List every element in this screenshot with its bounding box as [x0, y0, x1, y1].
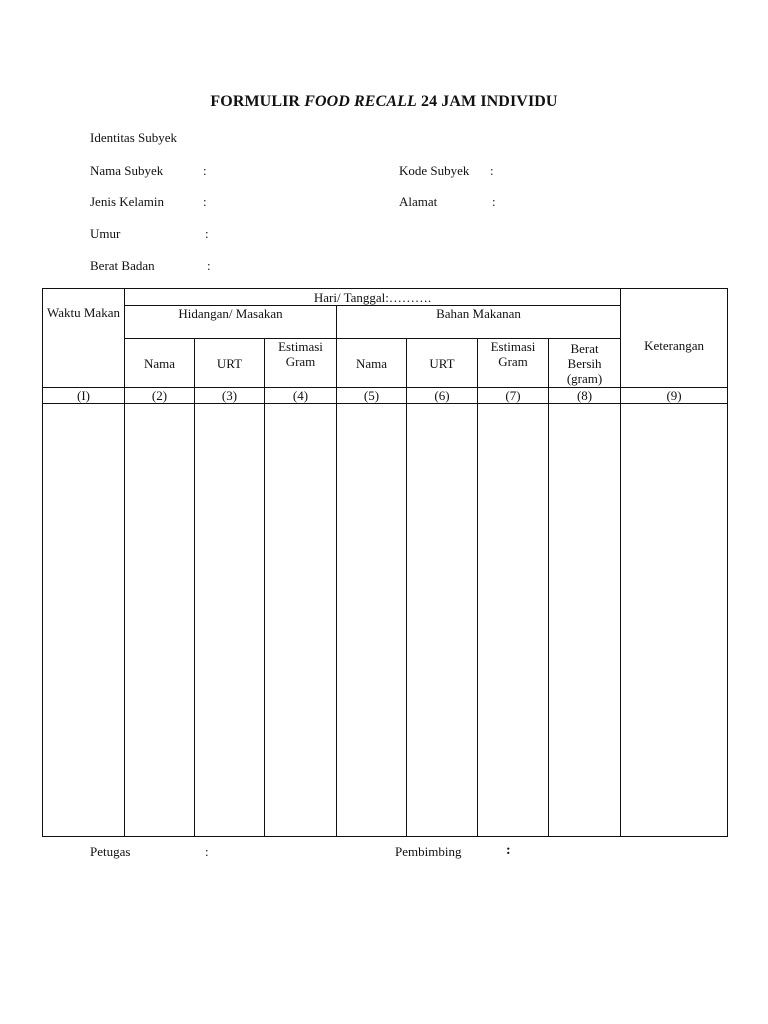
column-number: (7) [478, 388, 549, 404]
identity-heading: Identitas Subyek [90, 130, 178, 145]
entry-cell-hidangan-gram[interactable] [265, 404, 337, 837]
subheader-berat-bersih: Berat Bersih (gram) [549, 339, 621, 388]
header-waktu-makan: Waktu Makan [43, 289, 125, 388]
column-number: (I) [43, 388, 125, 404]
entry-cell-bahan-gram[interactable] [478, 404, 549, 837]
column-number: (8) [549, 388, 621, 404]
column-number: (4) [265, 388, 337, 404]
form-title: FORMULIR FOOD RECALL 24 JAM INDIVIDU [210, 93, 558, 110]
label-umur: Umur [90, 226, 121, 241]
entry-cell-hidangan-urt[interactable] [195, 404, 265, 837]
food-recall-table [42, 288, 728, 837]
colon-petugas: : [205, 844, 209, 859]
entry-cell-waktu[interactable] [43, 404, 125, 837]
colon-alamat: : [492, 194, 496, 209]
subheader-estimasi-gram-hidangan: Estimasi Gram [265, 339, 337, 388]
subheader-urt-hidangan: URT [195, 339, 265, 388]
table-body-row [43, 404, 728, 837]
colon-umur: : [205, 226, 209, 241]
header-hidangan-masakan: Hidangan/ Masakan [125, 306, 337, 339]
colon-kode-subyek: : [490, 163, 494, 178]
column-number: (3) [195, 388, 265, 404]
column-number: (2) [125, 388, 195, 404]
colon-berat-badan: : [207, 258, 211, 273]
entry-cell-hidangan-nama[interactable] [125, 404, 195, 837]
column-number: (6) [407, 388, 478, 404]
label-pembimbing: Pembimbing [395, 844, 462, 859]
subheader-nama-hidangan: Nama [125, 339, 195, 388]
entry-cell-berat-bersih[interactable] [549, 404, 621, 837]
label-kode-subyek: Kode Subyek [399, 163, 470, 178]
subheader-estimasi-gram-bahan: Estimasi Gram [478, 339, 549, 388]
colon-pembimbing: : [506, 843, 511, 858]
header-bahan-makanan: Bahan Makanan [337, 306, 621, 339]
column-number: (5) [337, 388, 407, 404]
column-number: (9) [621, 388, 728, 404]
colon-jenis-kelamin: : [203, 194, 207, 209]
label-nama-subyek: Nama Subyek [90, 163, 164, 178]
header-keterangan: Keterangan [621, 289, 728, 388]
label-berat-badan: Berat Badan [90, 258, 155, 273]
label-jenis-kelamin: Jenis Kelamin [90, 194, 165, 209]
entry-cell-keterangan[interactable] [621, 404, 728, 837]
header-hari-tanggal: Hari/ Tanggal:………. [125, 289, 621, 306]
subheader-nama-bahan: Nama [337, 339, 407, 388]
label-alamat: Alamat [399, 194, 438, 209]
label-petugas: Petugas [90, 844, 131, 859]
subheader-urt-bahan: URT [407, 339, 478, 388]
colon-nama-subyek: : [203, 163, 207, 178]
entry-cell-bahan-urt[interactable] [407, 404, 478, 837]
entry-cell-bahan-nama[interactable] [337, 404, 407, 837]
